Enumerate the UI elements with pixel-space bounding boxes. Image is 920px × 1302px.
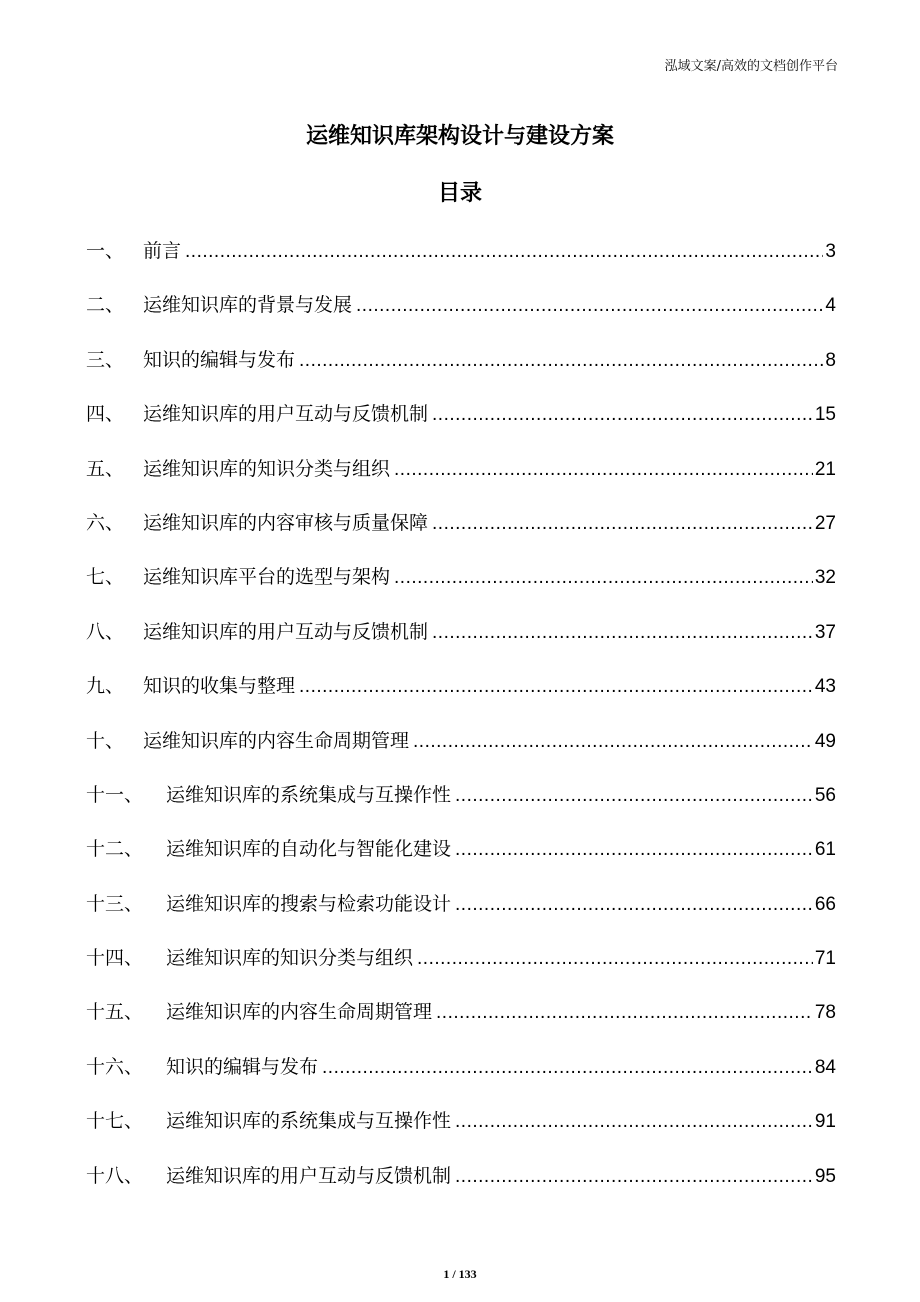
toc-entry-page: 95 bbox=[814, 1165, 836, 1187]
toc-entry-number: 三、 bbox=[86, 348, 125, 371]
toc-entry-title: 知识的编辑与发布 bbox=[166, 1055, 319, 1078]
toc-dot-leader bbox=[455, 1160, 813, 1194]
toc-dot-leader bbox=[356, 289, 823, 323]
toc-entry-page: 32 bbox=[814, 567, 836, 589]
toc-entry[interactable] bbox=[86, 452, 836, 506]
toc-heading: 目录 bbox=[437, 181, 482, 206]
toc-entry-page: 3 bbox=[825, 241, 836, 262]
toc-entry-page: 71 bbox=[814, 948, 836, 970]
toc-entry-page: 84 bbox=[814, 1056, 836, 1078]
document-title: 运维知识库架构设计与建设方案 bbox=[305, 124, 614, 149]
toc-entry[interactable] bbox=[86, 887, 836, 941]
page-indicator: 1 / 133 bbox=[443, 1267, 477, 1281]
toc-entry[interactable] bbox=[86, 941, 836, 995]
toc-entry-number: 十二、 bbox=[86, 838, 144, 861]
toc-entry[interactable] bbox=[86, 724, 836, 778]
toc-entry-number: 十三、 bbox=[86, 892, 144, 915]
toc-entry-page: 37 bbox=[814, 621, 836, 643]
toc-entry-title: 运维知识库的自动化与智能化建设 bbox=[166, 838, 452, 861]
toc-dot-leader bbox=[417, 942, 813, 976]
toc-entry-number: 二、 bbox=[86, 294, 125, 317]
toc-dot-leader bbox=[455, 779, 813, 813]
toc-dot-leader bbox=[455, 833, 813, 867]
toc-entry-number: 八、 bbox=[86, 620, 125, 643]
toc-entry-number: 十八、 bbox=[86, 1164, 144, 1187]
toc-entry-page: 8 bbox=[825, 349, 836, 371]
toc-dot-leader bbox=[455, 888, 813, 922]
header-brand: 泓域文案/高效的文档创作平台 bbox=[664, 59, 838, 74]
toc-entry-number: 四、 bbox=[86, 403, 125, 426]
toc-entry-number: 七、 bbox=[86, 566, 125, 589]
toc-dot-leader bbox=[432, 616, 813, 650]
toc-entry-page: 27 bbox=[814, 512, 836, 534]
toc-entry[interactable] bbox=[86, 343, 836, 397]
toc-dot-leader bbox=[455, 1105, 813, 1139]
toc-entry[interactable] bbox=[86, 234, 836, 288]
toc-dot-leader bbox=[432, 507, 813, 541]
toc-entry-title: 运维知识库的系统集成与互操作性 bbox=[166, 783, 452, 806]
toc-entry-title: 知识的收集与整理 bbox=[143, 675, 296, 698]
toc-entry-page: 61 bbox=[814, 839, 836, 861]
toc-entry-page: 21 bbox=[814, 458, 836, 480]
toc-entry-page: 78 bbox=[814, 1002, 836, 1024]
toc-entry[interactable] bbox=[86, 560, 836, 614]
toc-entry-title: 运维知识库的用户互动与反馈机制 bbox=[143, 403, 429, 426]
toc-entry-page: 56 bbox=[814, 784, 836, 806]
table-of-contents bbox=[86, 234, 836, 1213]
toc-entry-title: 运维知识库的内容生命周期管理 bbox=[166, 1001, 433, 1024]
toc-entry-title: 运维知识库的用户互动与反馈机制 bbox=[166, 1164, 452, 1187]
toc-entry-page: 15 bbox=[814, 404, 836, 426]
toc-entry-title: 运维知识库的知识分类与组织 bbox=[143, 457, 391, 480]
toc-dot-leader bbox=[299, 670, 813, 704]
toc-entry-number: 五、 bbox=[86, 457, 125, 480]
toc-entry-page: 43 bbox=[814, 676, 836, 698]
toc-entry[interactable] bbox=[86, 506, 836, 560]
toc-entry-number: 十六、 bbox=[86, 1055, 144, 1078]
toc-entry-page: 49 bbox=[814, 730, 836, 752]
toc-entry-title: 知识的编辑与发布 bbox=[143, 348, 296, 371]
toc-entry-number: 十、 bbox=[86, 729, 125, 752]
toc-entry[interactable] bbox=[86, 615, 836, 669]
toc-entry-number: 六、 bbox=[86, 511, 125, 534]
toc-dot-leader bbox=[432, 398, 813, 432]
toc-entry-number: 一、 bbox=[86, 240, 125, 262]
toc-entry[interactable] bbox=[86, 1104, 836, 1158]
toc-entry-title: 运维知识库的用户互动与反馈机制 bbox=[143, 620, 429, 643]
toc-entry-title: 运维知识库的搜索与检索功能设计 bbox=[166, 892, 452, 915]
toc-entry-page: 91 bbox=[814, 1111, 836, 1133]
toc-entry[interactable] bbox=[86, 288, 836, 342]
toc-entry-page: 4 bbox=[825, 295, 836, 317]
toc-entry-title: 运维知识库的内容生命周期管理 bbox=[143, 729, 410, 752]
toc-entry-number: 十五、 bbox=[86, 1001, 144, 1024]
toc-entry[interactable] bbox=[86, 778, 836, 832]
toc-dot-leader bbox=[185, 235, 823, 269]
toc-entry[interactable] bbox=[86, 669, 836, 723]
toc-entry-title: 运维知识库的知识分类与组织 bbox=[166, 947, 414, 970]
toc-entry-title: 运维知识库平台的选型与架构 bbox=[143, 566, 391, 589]
toc-dot-leader bbox=[394, 561, 813, 595]
toc-dot-leader bbox=[322, 1051, 813, 1085]
toc-entry[interactable] bbox=[86, 1159, 836, 1213]
toc-entry-title: 运维知识库的内容审核与质量保障 bbox=[143, 511, 429, 534]
toc-entry-title: 运维知识库的背景与发展 bbox=[143, 294, 353, 317]
toc-entry-title: 前言 bbox=[143, 240, 182, 262]
toc-entry[interactable] bbox=[86, 1050, 836, 1104]
toc-entry-number: 十四、 bbox=[86, 947, 144, 970]
toc-dot-leader bbox=[394, 453, 813, 487]
toc-entry[interactable] bbox=[86, 397, 836, 451]
toc-entry-number: 九、 bbox=[86, 675, 125, 698]
toc-entry-number: 十一、 bbox=[86, 783, 144, 806]
toc-entry-title: 运维知识库的系统集成与互操作性 bbox=[166, 1110, 452, 1133]
toc-entry[interactable] bbox=[86, 995, 836, 1049]
toc-dot-leader bbox=[299, 344, 823, 378]
toc-entry-number: 十七、 bbox=[86, 1110, 144, 1133]
toc-entry[interactable] bbox=[86, 832, 836, 886]
toc-dot-leader bbox=[436, 996, 813, 1030]
toc-dot-leader bbox=[413, 725, 813, 759]
toc-entry-page: 66 bbox=[814, 893, 836, 915]
